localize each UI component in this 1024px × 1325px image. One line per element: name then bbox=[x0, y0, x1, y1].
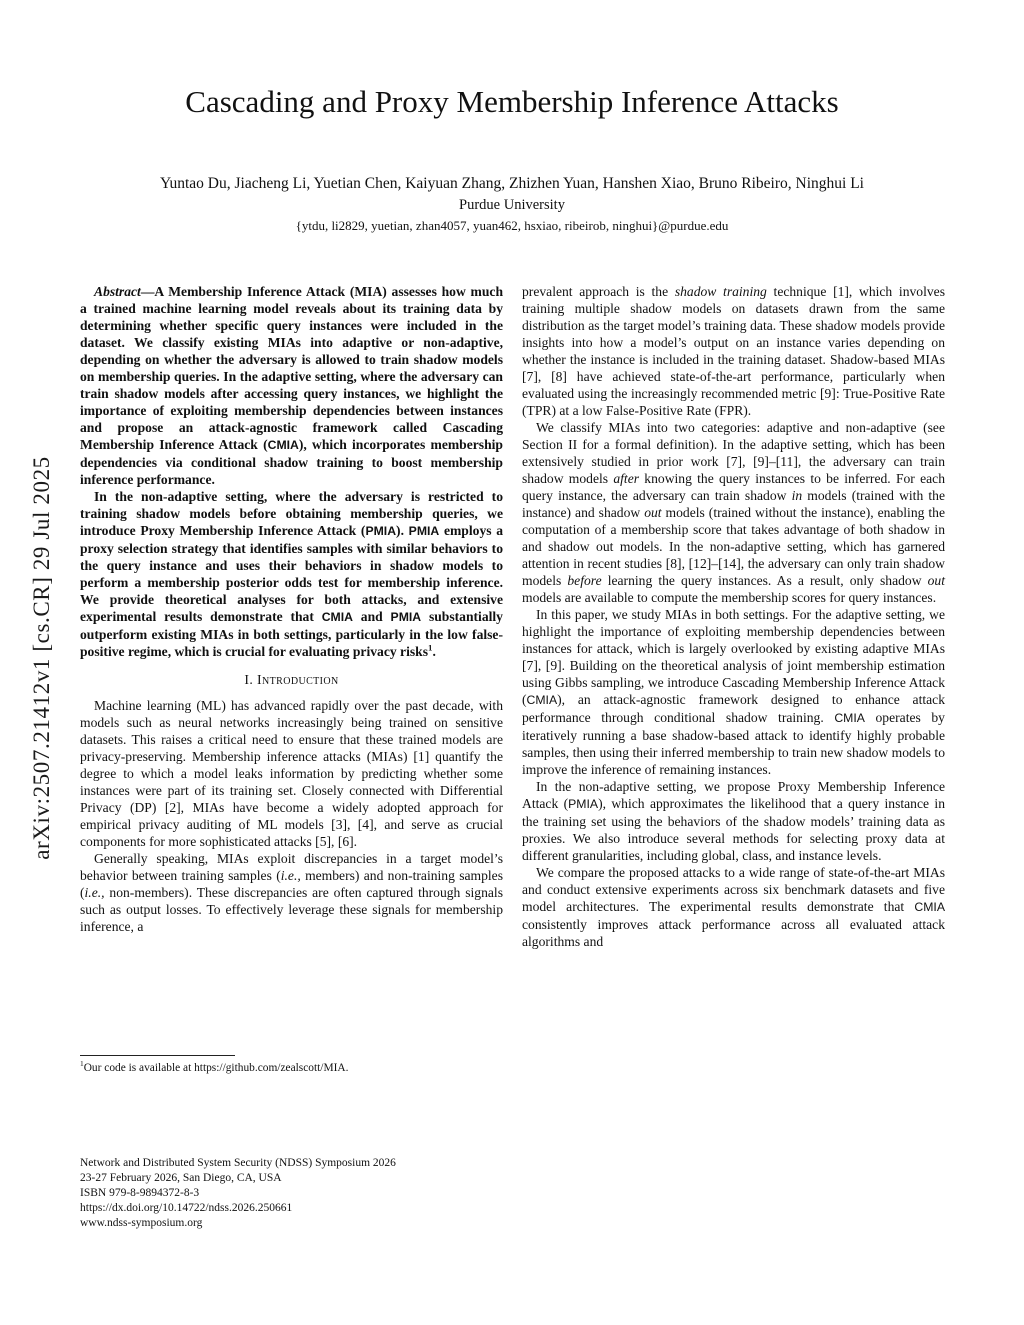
left-column bbox=[80, 283, 503, 1075]
abstract-paragraph-1: Abstract—A Membership Inference Attack (MIA) assesses how much a trained machine learning model reveals about its training data by determining whether specific query instances were included in the dataset. We classify existing MIAs into adaptive or non-adaptive, depending on whether the adversary is allowed to train shadow models on membership queries. In the adaptive setting, where the adversary can train shadow models after accessing query instances, we highlight the importance of exploiting membership dependencies between instances and propose an attack-agnostic framework called Cascading Membership Inference Attack (CMIA), which incorporates membership dependencies via conditional shadow training to boost membership inference performance. bbox=[80, 284, 503, 487]
arxiv-watermark: arXiv:2507.21412v1 [cs.CR] 29 Jul 2025 bbox=[29, 456, 54, 860]
right-column bbox=[522, 283, 945, 1075]
body-paragraph-1: prevalent approach is the shadow training technique [1], which involves training multiple shadow models on datasets drawn from the same distribution as the target model’s training data. These shadow models provide insights into how a model’s output on an instance varies depending on whether the instance is included in the training dataset. Shadow-based MIAs [7], [8] have achieved state-of-the-art performance, particularly when evaluated using the increasingly recommended metric [9]: True-Positive Rate (TPR) at a low False-Positive Rate (FPR). bbox=[522, 284, 945, 418]
footnote-rule bbox=[80, 1055, 235, 1056]
conference-line: Network and Distributed System Security (NDSS) Symposium 2026 bbox=[80, 1157, 396, 1169]
byline-block bbox=[0, 175, 1024, 234]
intro-paragraph-2: Generally speaking, MIAs exploit discrepancies in a target model’s behavior between training samples (i.e., members) and non-training samples (i.e., non-members). These discrepancies are often captured through signals such as output losses. To effectively leverage these signals for membership inference, a bbox=[80, 851, 503, 934]
conference-line: https://dx.doi.org/10.14722/ndss.2026.250661 bbox=[80, 1201, 293, 1214]
footnote-text: $^1$Our code is available at https://github.com/zealscott/MIA. bbox=[80, 1059, 349, 1074]
body-paragraph-2: We classify MIAs into two categories: adaptive and non-adaptive (see Section II for a formal definition). In the adaptive setting, which has been extensively studied in prior work [7], [9]–[11], the adversary can train shadow models after knowing the query instances to be inferred. For each query instance, the adversary can train shadow in models (trained with the instance) and shadow out models (trained without the instance), enabling the computation of a membership score that takes advantage of both shadow in and shadow out models. In the non-adaptive setting, which has garnered attention in recent studies [8], [12]–[14], the adversary can only train shadow models before learning the query instances. As a result, only shadow out models are available to compute the membership scores for query instances. bbox=[522, 420, 946, 605]
conference-line: www.ndss-symposium.org bbox=[80, 1216, 203, 1229]
body-paragraph-5: We compare the proposed attacks to a wide range of state-of-the-art MIAs and conduct extensive experiments across six benchmark datasets and five model architectures. The experimental results demonstrate that CMIA consistently improves attack performance across all evaluated attack algorithms and bbox=[522, 865, 945, 949]
footnote-block bbox=[80, 1055, 503, 1075]
body-paragraph-3: In this paper, we study MIAs in both settings. For the adaptive setting, we highlight the importance of exploiting membership dependencies between instances for attack, which is largely overlooked by existing adaptive MIAs [7], [9]. Building on the theoretical analysis of joint membership estimation using Gibbs sampling, we introduce Cascading Membership Inference Attack (CMIA), an attack-agnostic framework designed to enhance attack performance through conditional shadow training. CMIA operates by iteratively running a base shadow-based attack to identify highly probable samples, then using their inferred membership to train new shadow models to improve the inference of remaining instances. bbox=[522, 607, 945, 777]
conference-info bbox=[80, 1156, 396, 1231]
conference-line: ISBN 979-8-9894372-8-3 bbox=[80, 1186, 200, 1199]
author-list: Yuntao Du, Jiacheng Li, Yuetian Chen, Kaiyuan Zhang, Zhizhen Yuan, Hanshen Xiao, Bruno Ribeiro, Ninghui Li bbox=[160, 175, 864, 192]
conference-line: 23-27 February 2026, San Diego, CA, USA bbox=[80, 1171, 282, 1184]
paper-title: Cascading and Proxy Membership Inference Attacks bbox=[185, 84, 839, 119]
abstract-paragraph-2: In the non-adaptive setting, where the adversary is restricted to training shadow models before obtaining membership queries, we introduce Proxy Membership Inference Attack (PMIA). PMIA employs a proxy selection strategy that identifies samples with similar behaviors to the query instance and uses their behaviors in shadow models to perform a membership posterior odds test for membership inference. We provide theoretical analyses for both attacks, and extensive experimental results demonstrate that CMIA and PMIA substantially outperform existing MIAs in both settings, particularly in the low false-positive regime, which is crucial for evaluating privacy risks$^1$. bbox=[80, 489, 504, 659]
section-heading-introduction: I. Introduction bbox=[244, 672, 339, 687]
intro-paragraph-1: Machine learning (ML) has advanced rapidly over the past decade, with models such as neural networks increasingly being trained on sensitive datasets. This raises a critical need to ensure that these trained models are privacy-preserving. Membership inference attacks (MIAs) [1] quantify the degree to which a model leaks information by predicting whether some instances were part of its training set. Closely connected with Differential Privacy (DP) [2], MIAs have become a widely adopted approach for empirical privacy auditing of ML models [3], [4], and serve as crucial components for more sophisticated attacks [5], [6]. bbox=[80, 698, 503, 849]
body-paragraph-4: In the non-adaptive setting, we propose Proxy Membership Inference Attack (PMIA), which approximates the likelihood that a query instance in the training set using the behaviors of the shadow models’ training data as proxies. We also introduce several methods for selecting proxy data at different granularities, including global, class, and instance levels. bbox=[522, 779, 945, 863]
email-list: {ytdu, li2829, yuetian, zhan4057, yuan462, hsxiao, ribeirob, ninghui}@purdue.edu bbox=[295, 218, 729, 233]
two-column-body bbox=[80, 283, 946, 1075]
affiliation: Purdue University bbox=[459, 197, 565, 213]
